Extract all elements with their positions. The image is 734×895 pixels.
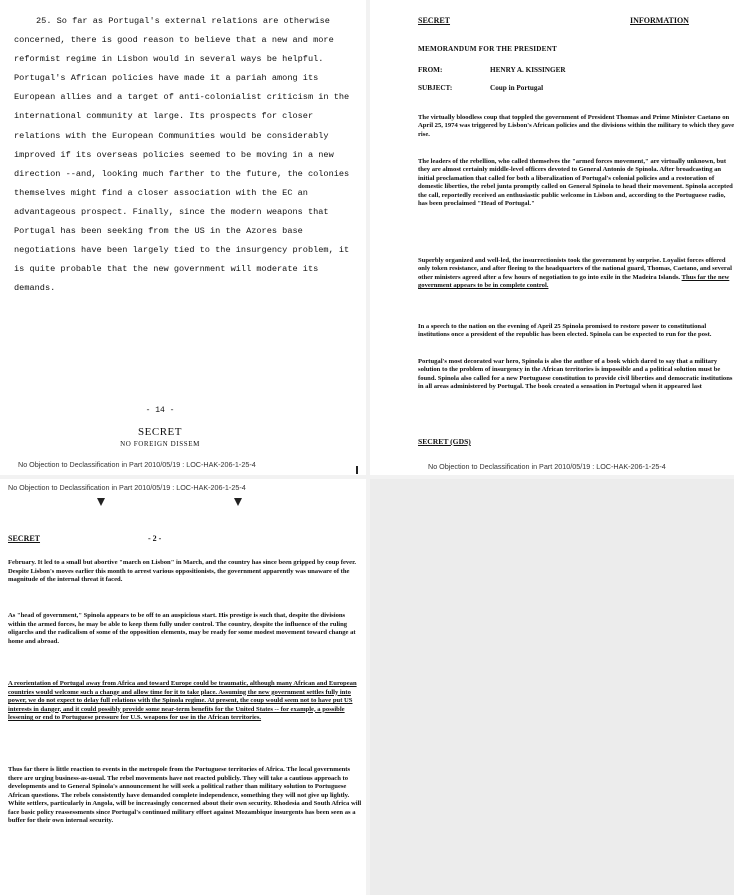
from-label: FROM: (418, 66, 443, 74)
memo-paragraph-2: The leaders of the rebellion, who called themselves the "armed forces movement," are virtually unknown, but they are almost certainly middle-level officers devoted to General Antonio de Spinola. After broadcasting an initial proclamation that called for both a liberalization of Portugal's colonial policies and a restoration of domestic liberties, the rebel junta promptly called on General Spinola to head their movement. Spinola accepted the call, reportedly received an enthusiastic public welcome in Lisbon and, according to the Portuguese radio, has been proclaimed "Head of Portugal." (418, 158, 733, 208)
subject-label: SUBJECT: (418, 84, 453, 92)
memo-paragraph-3-underlined: Thus far the new government appears to be in complete control. (418, 273, 730, 290)
punch-hole-icon (233, 497, 243, 507)
memo-paragraph-3 (418, 257, 734, 291)
punch-hole-icon (96, 497, 106, 507)
paragraph-25: 25. So far as Portugal's external relations are otherwise concerned, there is good reason to believe that a new and more reformist regime in Lisbon would in several ways be helpful. Portugal's African policies have made it a pariah among its European allies and a target of anti-colonialist criticism in the international community at large. Its prospects for closer relations with the European Communities would be considerably improved if its overseas policies seemed to be moving in a new direction --and, looking much farther to the future, the colonies themselves might find a closer association with the EC an advantageous prospect. Finally, since the modern weapons that Portugal has been seeking from the US in the Azores base negotiations have been largely tied to the insurgency problem, it is quite probable that the new government will moderate its demands. (14, 16, 350, 294)
page-number: - 2 - (148, 534, 162, 543)
memo-paragraph-1: The virtually bloodless coup that toppled the government of President Thomas and Prime Minister Caetano on April 25, 1974 was triggered by Lisbon's African policies and the divisions within the military to which they gave rise. (418, 114, 734, 138)
memo-title: MEMORANDUM FOR THE PRESIDENT (418, 45, 558, 53)
memo-paragraph-9: Thus far there is little reaction to events in the metropole from the Portuguese territories of Africa. The local governments there are urging business-as-usual. The rebel movements have not reacted publicly. They will take a cautious approach to developments and to General Spinola's announcement he will seek a political rather than military solution to Portuguese African questions. The rebels consistently have demanded complete independence, something they will not give up lightly. White settlers, particularly in Angola, will be increasingly concerned about their own security. Rhodesia and South Africa will face basic policy reassessments since Portugal's continued military effort against Mozambique insurgents has been seen as a buffer for their own internal security. (8, 766, 362, 824)
dissemination-marking: NO FOREIGN DISSEM (120, 440, 200, 448)
memo-paragraph-3-text: Superbly organized and well-led, the insurrectionists took the government by surprise. Loyalist forces offered only token resistance, and after fleeing to the headquarters of the national guard, Thomas, Caetano, and several other ministers agreed after a few hours of negotiation to go into exile in the Madeira Islands. (418, 257, 732, 281)
classification-footer: SECRET (138, 426, 182, 438)
memo-paragraph-4: In a speech to the nation on the evening of April 25 Spinola promised to restore power to constitutional institutions once a president of the republic has been elected. Spinola can be expected to run for the post. (418, 323, 712, 339)
from-row (418, 66, 566, 74)
page-number: - 14 - (145, 406, 175, 415)
category-header: INFORMATION (630, 16, 689, 25)
declassification-stamp: No Objection to Declassification in Part 2010/05/19 : LOC-HAK-206-1-25-4 (18, 460, 256, 469)
memorandum-page-1 (370, 0, 734, 475)
memorandum-page-2 (0, 479, 366, 895)
from-value: HENRY A. KISSINGER (490, 66, 566, 74)
memo-paragraph-5: Portugal's most decorated war hero, Spinola is also the author of a book which dared to say that a military solution to the problem of insurgency in the African territories is impossible and a political solution must be found. Spinola also called for a new Portuguese constitution to provide civil liberties and democratic institutions in all areas administered by Portugal. The book created a sensation in Portugal when it appeared last (418, 358, 733, 391)
classification-header: SECRET (8, 534, 41, 543)
subject-value: Coup in Portugal (490, 84, 544, 92)
memo-paragraph-6: February. It led to a small but abortive "march on Lisbon" in March, and the country has since been gripped by coup fever. Despite Lisbon's moves earlier this month to arrest various oppositionists, the government apparently was unaware of the magnitude of the internal threat it faced. (8, 559, 357, 583)
declassification-stamp: No Objection to Declassification in Part 2010/05/19 : LOC-HAK-206-1-25-4 (428, 462, 666, 471)
declassification-stamp: No Objection to Declassification in Part 2010/05/19 : LOC-HAK-206-1-25-4 (8, 483, 246, 492)
memo-paragraph-8: A reorientation of Portugal away from Africa and toward Europe could be traumatic, although many African and European countries would welcome such a change and allow time for it to take place. Assuming the new government settles fully into power, we do not expect to delay full relations with the Spinola regime. At present, the coup would seem not to have put US interests in danger, and it could possibly provide some near-term benefits for the United States -- for example, a possible lessening or end to Portuguese pressure for U.S. weapons for use in the African territories. (8, 680, 357, 721)
subject-row (418, 84, 543, 92)
memo-paragraph-7: As "head of government," Spinola appears to be off to an auspicious start. His prestige is such that, despite the divisions within the armed forces, he may be able to keep them fully under control. The country, despite the influence of the ruling oligarchs and the radicalism of some of the opposition elements, may be ready for some modest movement toward change at home and abroad. (8, 612, 356, 645)
corner-mark (356, 466, 358, 474)
empty-page-area (370, 479, 734, 895)
classification-footer: SECRET (GDS) (418, 437, 471, 446)
document-page-14 (0, 0, 366, 475)
classification-header: SECRET (418, 16, 451, 25)
